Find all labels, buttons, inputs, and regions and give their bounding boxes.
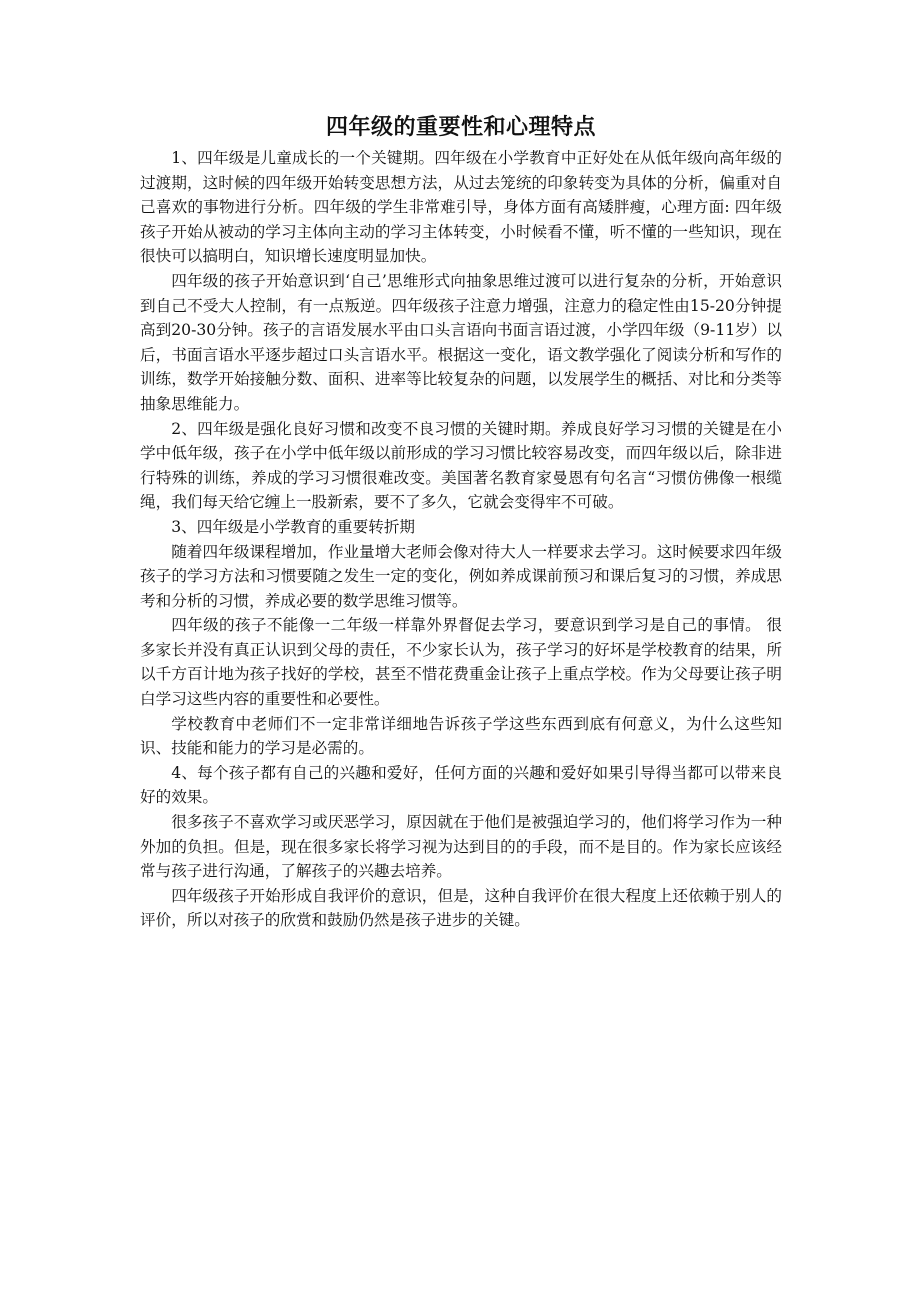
paragraph-1: 1、四年级是儿童成长的一个关键期。四年级在小学教育中正好处在从低年级向高年级的过渡期，这时候的四年级开始转变思想方法，从过去笼统的印象转变为具体的分析，偏重对自己喜欢的事物进行分析。四年级的学生非常难引导，身体方面有高矮胖瘦，心理方面: 四年级孩子开始从被动的学习主体向主动的学习主体转变，小时候看不懂，听不懂的一些知识，现在很快可以搞明白，知识增长速度明显加快。 — [140, 149, 782, 266]
paragraph-9: 很多孩子不喜欢学习或厌恶学习，原因就在于他们是被强迫学习的，他们将学习作为一种外加的负担。但是，现在很多家长将学习视为达到目的的手段，而不是目的。作为家长应该经常与孩子进行沟通，了解孩子的兴趣去培养。 — [140, 813, 782, 881]
paragraph-10: 四年级孩子开始形成自我评价的意识，但是，这种自我评价在很大程度上还依赖于别人的评价，所以对孩子的欣赏和鼓励仍然是孩子进步的关键。 — [140, 886, 782, 930]
section-heading-3: 3、四年级是小学教育的重要转折期 — [171, 517, 416, 536]
paragraph-6: 四年级的孩子不能像一二年级一样靠外界督促去学习，要意识到学习是自己的事情。 很多家长并没有真正认识到父母的责任，不少家长认为，孩子学习的好坏是学校教育的结果，所以千方百计地为孩子找好的学校，甚至不惜花费重金让孩子上重点学校。作为父母要让孩子明白学习这些内容的重要性和必要性。 — [140, 616, 782, 709]
paragraph-5: 随着四年级课程增加，作业量增大老师会像对待大人一样要求去学习。这时候要求四年级孩子的学习方法和习惯要随之发生一定的变化，例如养成课前预习和课后复习的习惯，养成思考和分析的习惯，养成必要的数学思维习惯等。 — [140, 542, 782, 610]
paragraph-2: 四年级的孩子开始意识到‘自己’思维形式向抽象思维过渡可以进行复杂的分析，开始意识到自己不受大人控制，有一点叛逆。四年级孩子注意力增强，注意力的稳定性由15-20分钟提高到20-30分钟。孩子的言语发展水平由口头言语向书面言语过渡，小学四年级（9-11岁）以后，书面言语水平逐步超过口头言语水平。根据这一变化，语文教学强化了阅读分析和写作的训练，数学开始接触分数、面积、进率等比较复杂的问题，以发展学生的概括、对比和分类等抽象思维能力。 — [140, 271, 782, 413]
paragraph-7: 学校教育中老师们不一定非常详细地告诉孩子学这些东西到底有何意义，为什么这些知识、技能和能力的学习是必需的。 — [140, 714, 782, 758]
document-body — [140, 112, 782, 933]
document-title: 四年级的重要性和心理特点 — [325, 115, 596, 140]
paragraph-3: 2、四年级是强化良好习惯和改变不良习惯的关键时期。养成良好学习习惯的关键是在小学中低年级，孩子在小学中低年级以前形成的学习习惯比较容易改变，而四年级以后，除非进行特殊的训练，养成的学习习惯很难改变。美国著名教育家曼恩有句名言“习惯仿佛像一根缆绳，我们每天给它缠上一股新索，要不了多久，它就会变得牢不可破。 — [140, 419, 782, 512]
paragraph-8: 4、每个孩子都有自己的兴趣和爱好，任何方面的兴趣和爱好如果引导得当都可以带来良好的效果。 — [140, 763, 782, 807]
